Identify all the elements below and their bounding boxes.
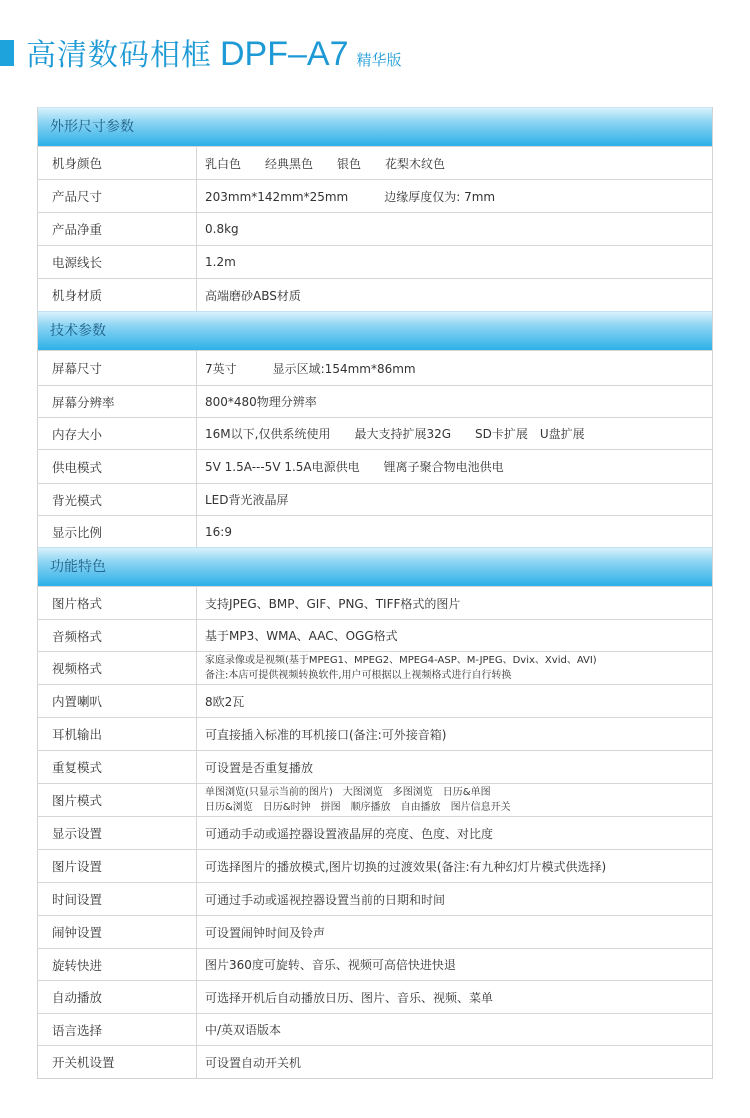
spec-row [38, 783, 712, 816]
spec-label: 机身材质 [38, 279, 197, 311]
spec-row [38, 515, 712, 547]
spec-value-line: 可通动手动或遥控器设置液晶屏的亮度、色度、对比度 [205, 826, 494, 841]
spec-value [197, 751, 712, 783]
spec-label: 产品净重 [38, 213, 197, 245]
spec-label: 重复模式 [38, 751, 197, 783]
spec-row [38, 849, 712, 882]
spec-value-line: 可设置是否重复播放 [205, 760, 314, 775]
spec-value-line: 可通过手动或遥视控器设置当前的日期和时间 [205, 892, 446, 907]
spec-label: 视频格式 [38, 652, 197, 684]
spec-value-line: 16:9 [205, 524, 232, 539]
spec-value-line: 高端磨砂ABS材质 [205, 288, 301, 303]
spec-value [197, 147, 712, 179]
spec-label: 电源线长 [38, 246, 197, 278]
spec-value [197, 916, 712, 948]
spec-value-line: 备注:本店可提供视频转换软件,用户可根据以上视频格式进行自行转换 [205, 670, 512, 681]
spec-row [38, 1013, 712, 1045]
spec-label: 内存大小 [38, 418, 197, 449]
spec-value [197, 620, 712, 651]
spec-value-line: 800*480物理分辨率 [205, 395, 317, 409]
spec-value [197, 718, 712, 750]
spec-label: 内置喇叭 [38, 685, 197, 717]
spec-label: 音频格式 [38, 620, 197, 651]
spec-value-line: 8欧2瓦 [205, 694, 245, 709]
spec-value-line: 16M以下,仅供系统使用 最大支持扩展32G SD卡扩展 U盘扩展 [205, 427, 585, 441]
spec-row [38, 882, 712, 915]
spec-label: 图片格式 [38, 587, 197, 619]
spec-row [38, 980, 712, 1013]
spec-row [38, 417, 712, 449]
spec-row [38, 816, 712, 849]
spec-row [38, 684, 712, 717]
spec-label: 开关机设置 [38, 1046, 197, 1078]
spec-value [197, 279, 712, 311]
spec-value-line: 可直接插入标准的耳机接口(备注:可外接音箱) [205, 727, 447, 742]
spec-label: 自动播放 [38, 981, 197, 1013]
spec-table [37, 107, 713, 1079]
spec-value-line: 5V 1.5A---5V 1.5A电源供电 锂离子聚合物电池供电 [205, 460, 504, 474]
spec-label: 语言选择 [38, 1014, 197, 1045]
spec-value-line: 0.8kg [205, 222, 239, 236]
spec-value [197, 587, 712, 619]
spec-value [197, 883, 712, 915]
spec-value-line: LED背光液晶屏 [205, 493, 289, 507]
spec-row [38, 915, 712, 948]
spec-label: 旋转快进 [38, 949, 197, 980]
spec-label: 屏幕尺寸 [38, 351, 197, 385]
spec-row [38, 619, 712, 651]
spec-value [197, 1046, 712, 1078]
spec-row [38, 350, 712, 385]
page-title [26, 30, 402, 74]
spec-value-line: 支持JPEG、BMP、GIF、PNG、TIFF格式的图片 [205, 596, 461, 611]
section-header: 技术参数 [38, 311, 712, 350]
spec-label: 闹钟设置 [38, 916, 197, 948]
title-main: 高清数码相框 [26, 38, 212, 73]
spec-value [197, 386, 712, 417]
title-model: DPF–A7 [220, 35, 349, 73]
spec-value-line: 203mm*142mm*25mm 边缘厚度仅为: 7mm [205, 189, 496, 204]
spec-value [197, 850, 712, 882]
spec-label: 显示比例 [38, 516, 197, 547]
spec-value [197, 981, 712, 1013]
spec-value-line: 图片360度可旋转、音乐、视频可高倍快进快退 [205, 958, 456, 972]
section-header: 功能特色 [38, 547, 712, 586]
title-accent-bar [0, 40, 14, 66]
spec-value [197, 652, 712, 684]
spec-value [197, 484, 712, 515]
spec-label: 耳机输出 [38, 718, 197, 750]
spec-value-line: 日历&浏览 日历&时钟 拼图 顺序播放 自由播放 图片信息开关 [205, 802, 511, 813]
spec-value-line: 可选择开机后自动播放日历、图片、音乐、视频、菜单 [205, 990, 494, 1005]
spec-row [38, 948, 712, 980]
spec-row [38, 385, 712, 417]
spec-row [38, 750, 712, 783]
spec-label: 时间设置 [38, 883, 197, 915]
spec-value [197, 351, 712, 385]
spec-row [38, 1045, 712, 1078]
spec-row [38, 212, 712, 245]
spec-value [197, 246, 712, 278]
spec-row [38, 651, 712, 684]
spec-value [197, 450, 712, 483]
spec-value [197, 949, 712, 980]
spec-value-line: 1.2m [205, 255, 236, 269]
spec-value-line: 7英寸 显示区域:154mm*86mm [205, 361, 416, 376]
spec-label: 产品尺寸 [38, 180, 197, 212]
spec-value [197, 516, 712, 547]
spec-value-line: 可设置自动开关机 [205, 1055, 302, 1070]
spec-value-line: 单图浏览(只显示当前的图片) 大图浏览 多图浏览 日历&单图 [205, 787, 491, 798]
spec-row [38, 179, 712, 212]
spec-value [197, 180, 712, 212]
spec-value-line: 可设置闹钟时间及铃声 [205, 925, 326, 940]
spec-label: 屏幕分辨率 [38, 386, 197, 417]
spec-value [197, 817, 712, 849]
spec-label: 图片模式 [38, 784, 197, 816]
spec-row [38, 278, 712, 311]
spec-value-line: 中/英双语版本 [205, 1023, 282, 1037]
spec-label: 显示设置 [38, 817, 197, 849]
spec-value-line: 乳白色 经典黑色 银色 花梨木纹色 [205, 156, 446, 171]
spec-value-line: 可选择图片的播放模式,图片切换的过渡效果(备注:有九种幻灯片模式供选择) [205, 859, 607, 874]
spec-value [197, 213, 712, 245]
spec-row [38, 586, 712, 619]
spec-value [197, 418, 712, 449]
section-header: 外形尺寸参数 [38, 107, 712, 146]
spec-row [38, 245, 712, 278]
spec-row [38, 146, 712, 179]
spec-label: 机身颜色 [38, 147, 197, 179]
spec-value-line: 家庭录像或是视频(基于MPEG1、MPEG2、MPEG4-ASP、M-JPEG、Dvix、Xvid、AVI) [205, 655, 597, 666]
spec-label: 图片设置 [38, 850, 197, 882]
title-edition: 精华版 [356, 51, 402, 69]
spec-value [197, 1014, 712, 1045]
spec-row [38, 717, 712, 750]
spec-row [38, 449, 712, 483]
spec-value [197, 784, 712, 816]
spec-value [197, 685, 712, 717]
spec-label: 供电模式 [38, 450, 197, 483]
spec-label: 背光模式 [38, 484, 197, 515]
spec-value-line: 基于MP3、WMA、AAC、OGG格式 [205, 629, 398, 643]
spec-row [38, 483, 712, 515]
